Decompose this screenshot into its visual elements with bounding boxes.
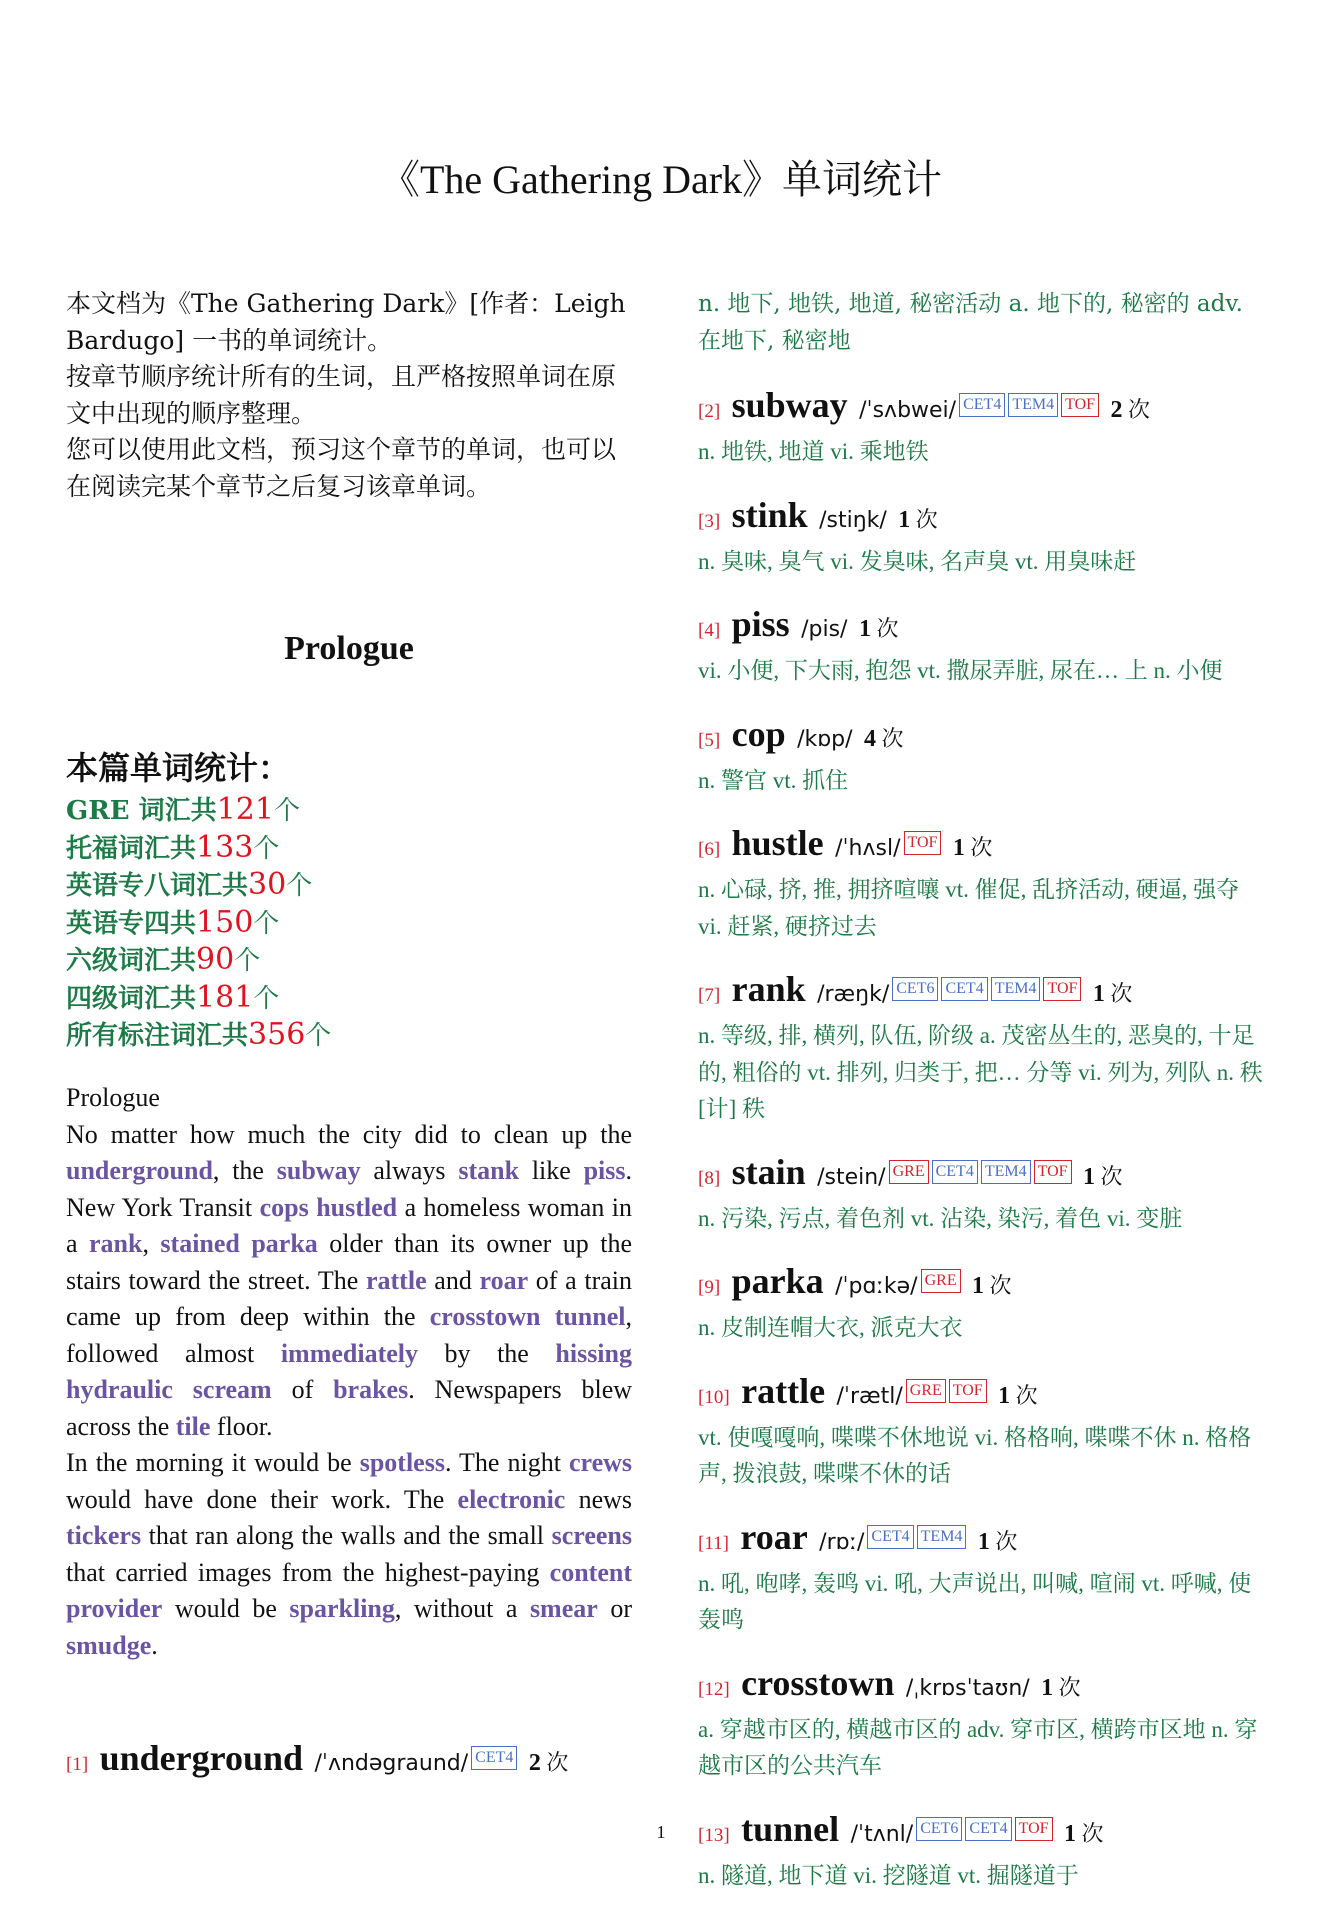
- entry-header: [698, 967, 1268, 1018]
- stat-label: 托福词汇共: [66, 833, 197, 864]
- story-text-run: . Newspapers blew across the: [66, 1375, 633, 1441]
- vocab-word: rattle: [365, 1265, 427, 1295]
- stat-row: [66, 792, 632, 830]
- entry-count: [998, 1383, 1038, 1408]
- exam-tag: TOF: [949, 1379, 987, 1403]
- exam-tag: CET4: [959, 393, 1005, 417]
- entry-pronunciation: /ˈsʌbwei/: [859, 398, 957, 423]
- stat-count: 181: [196, 979, 254, 1015]
- exam-tag: TEM4: [1008, 393, 1058, 417]
- story-text-run: or: [597, 1594, 632, 1623]
- entry-definition: n. 吼, 咆哮, 轰鸣 vi. 吼, 大声说出, 叫喊, 喧闹 vt. 呼喊, 使轰鸣: [698, 1570, 1252, 1632]
- stat-label: 所有标注词汇共: [66, 1021, 249, 1051]
- entry-count: [1083, 1164, 1123, 1189]
- vocab-word: content: [549, 1557, 632, 1587]
- story-text-run: , followed almost: [66, 1302, 632, 1368]
- stat-count: 356: [248, 1017, 306, 1052]
- story-text-run: of: [271, 1375, 334, 1404]
- vocab-entry: [698, 1661, 1268, 1785]
- vocab-word: immediately: [280, 1338, 419, 1368]
- story-text-run: floor.: [210, 1411, 273, 1441]
- entry-word: piss: [731, 604, 790, 644]
- vocab-entry: [698, 1369, 1268, 1493]
- exam-tag: CET4: [941, 977, 987, 1001]
- entry-count-unit: 次: [876, 616, 899, 641]
- story-paragraph-2: [66, 1445, 632, 1664]
- entry-count-unit: 次: [1100, 1163, 1123, 1189]
- vocab-word: crews: [568, 1448, 632, 1477]
- story-text-run: a homeless woman in a: [66, 1192, 632, 1258]
- entry-word: roar: [740, 1516, 808, 1557]
- story-text-run: [240, 1229, 251, 1258]
- entry-count-unit: 次: [1127, 397, 1150, 422]
- story-paragraph-1: [66, 1117, 632, 1446]
- entry-count-number: 1: [1083, 1163, 1095, 1190]
- vocab-word: scream: [192, 1375, 272, 1404]
- entry-count-unit: 次: [1058, 1674, 1081, 1700]
- entry-count-number: 1: [1041, 1674, 1054, 1701]
- vocab-entry: [698, 821, 1268, 945]
- entry-word: parka: [731, 1261, 824, 1301]
- intro-line-2: 按章节顺序统计所有的生词，且严格按照单词在原文中出现的顺序整理。: [66, 362, 617, 428]
- stat-unit: 个: [253, 833, 280, 864]
- exam-tag: CET6: [892, 977, 938, 1001]
- vocab-word: provider: [66, 1594, 163, 1623]
- story-text-run: No matter how much the city did to clean up the: [66, 1119, 632, 1149]
- entry-definition: n. 皮制连帽大衣, 派克大衣: [698, 1315, 963, 1340]
- entry-definition: n. 隧道, 地下道 vi. 挖隧道 vt. 掘隧道于: [698, 1862, 1079, 1888]
- entry-index: [9]: [698, 1277, 721, 1298]
- entry-count-number: 1: [1092, 981, 1105, 1007]
- vocab-word: stained: [160, 1229, 240, 1258]
- entry-list-left: [66, 1736, 666, 1787]
- entry-count-number: 1: [858, 616, 871, 642]
- exam-tag: CET4: [932, 1160, 978, 1184]
- exam-tag: GRE: [921, 1269, 961, 1293]
- exam-tag: CET4: [471, 1746, 517, 1770]
- story-text-run: that ran along the walls and the small: [141, 1521, 552, 1550]
- vocab-word: piss: [583, 1156, 626, 1185]
- stat-row: [66, 905, 632, 943]
- vocab-word: cops: [259, 1192, 309, 1222]
- stat-label: 六级词汇共: [66, 946, 197, 976]
- entry-word: subway: [731, 385, 848, 425]
- vocab-entry: [698, 383, 1268, 471]
- vocab-word: spotless: [359, 1448, 445, 1477]
- entry-index: [3]: [698, 510, 721, 532]
- vocab-word: sparkling: [289, 1594, 395, 1623]
- intro: [66, 286, 632, 505]
- entry-index: [4]: [698, 620, 721, 641]
- entry-count: [1093, 981, 1133, 1006]
- entry-pronunciation: /ˈrætl/: [836, 1383, 903, 1409]
- stat-unit: 个: [253, 908, 280, 939]
- entry-header: [698, 1369, 1268, 1420]
- entry-header: [66, 1736, 666, 1787]
- vocab-word: stank: [458, 1156, 520, 1185]
- stat-row: [66, 980, 632, 1018]
- story-text-run: . The night: [444, 1448, 569, 1477]
- vocab-word: hydraulic: [66, 1375, 173, 1404]
- exam-tag: TOF: [1043, 977, 1081, 1001]
- exam-tag: TEM4: [981, 1160, 1031, 1184]
- vocab-entry: [698, 712, 1268, 800]
- story-text-run: [541, 1302, 555, 1331]
- story-text-run: that carried images from the highest-paying: [66, 1557, 550, 1587]
- entry-count-number: 2: [1110, 397, 1123, 423]
- entry-count-number: 1: [952, 835, 965, 861]
- entry-count-unit: 次: [970, 835, 993, 860]
- exam-tag: TEM4: [917, 1525, 967, 1549]
- entry-count-number: 4: [864, 725, 877, 752]
- story-text-run: by the: [418, 1338, 556, 1368]
- entry-count: [864, 726, 904, 751]
- entry-pronunciation: /kɒp/: [797, 726, 853, 752]
- story-text-run: and: [426, 1265, 480, 1295]
- story-text-run: always: [360, 1156, 459, 1185]
- entry-index: [1]: [66, 1754, 89, 1775]
- entry-pronunciation: /ræŋk/: [817, 982, 890, 1007]
- stat-unit: 个: [286, 871, 313, 901]
- entry-header: [698, 1259, 1268, 1310]
- stat-count: 150: [196, 904, 254, 940]
- entry-count: [1041, 1675, 1081, 1700]
- entry-header: [698, 493, 1268, 544]
- stat-row: [66, 867, 632, 905]
- vocab-word: brakes: [333, 1375, 409, 1404]
- entry-count-number: 1: [977, 1528, 990, 1555]
- entry-pronunciation: /pis/: [801, 617, 848, 642]
- stat-unit: 个: [305, 1021, 332, 1051]
- entry-definition: n. 臭味, 臭气 vi. 发臭味, 名声臭 vt. 用臭味赶: [698, 548, 1137, 574]
- stat-count: 90: [196, 942, 235, 977]
- vocab-entry: [698, 602, 1268, 690]
- word-stats: [66, 748, 632, 1055]
- story-text-run: [173, 1375, 193, 1404]
- exam-tag: TOF: [1034, 1160, 1072, 1184]
- story-text-run: would be: [162, 1594, 290, 1623]
- stat-unit: 个: [273, 796, 300, 826]
- entry-count: [529, 1750, 569, 1775]
- entry-header: [698, 1515, 1268, 1566]
- stat-label: GRE 词汇共: [66, 796, 217, 826]
- entry-word: rank: [731, 969, 806, 1009]
- entry-index: [5]: [698, 729, 721, 751]
- entry-index: [7]: [698, 985, 721, 1006]
- stat-count: 30: [248, 867, 287, 902]
- exam-tag: TEM4: [991, 977, 1041, 1001]
- vocab-word: hustled: [316, 1192, 398, 1222]
- vocab-entry: [698, 493, 1268, 581]
- document-title: 《The Gathering Dark》单词统计: [379, 157, 943, 202]
- entry-definition: vi. 小便, 下大雨, 抱怨 vt. 撒尿弄脏, 尿在… 上 n. 小便: [698, 658, 1223, 683]
- vocab-entry: [698, 1807, 1268, 1895]
- entry-count-number: 1: [898, 506, 911, 533]
- exam-tag: TOF: [1061, 393, 1099, 417]
- entry-pronunciation: /stein/: [817, 1164, 886, 1190]
- entry-header: [698, 821, 1268, 872]
- entry-header: [698, 712, 1268, 763]
- stat-row: [66, 830, 632, 868]
- entry-index: [10]: [698, 1386, 730, 1408]
- entry-pronunciation: /ˈtʌnl/: [850, 1821, 914, 1847]
- entry-pronunciation: /ˈpɑːkə/: [835, 1274, 918, 1299]
- vocab-word: smudge: [66, 1630, 152, 1660]
- entry-definition: a. 穿越市区的, 横越市区的 adv. 穿市区, 横跨市区地 n. 穿越市区的公共汽车: [698, 1716, 1258, 1778]
- entry-definition: vt. 使嘎嘎响, 喋喋不休地说 vi. 格格响, 喋喋不休 n. 格格声, 拨浪鼓, 喋喋不休的话: [698, 1424, 1252, 1486]
- entry-count-unit: 次: [1015, 1382, 1038, 1408]
- stat-count: 121: [216, 792, 274, 827]
- entry-pronunciation: /ˈhʌsl/: [835, 836, 901, 861]
- vocab-word: tunnel: [554, 1302, 626, 1331]
- entry-count: [859, 616, 899, 641]
- entry-count-number: 1: [972, 1273, 985, 1299]
- vocab-word: rank: [89, 1229, 143, 1258]
- exam-tag: GRE: [889, 1160, 929, 1184]
- exam-tag: TOF: [904, 831, 942, 855]
- exam-tag: CET6: [916, 1817, 962, 1841]
- entry-word: stain: [731, 1151, 806, 1192]
- entry-count-number: 1: [1064, 1820, 1077, 1847]
- entry-index: [2]: [698, 401, 721, 422]
- entry-index: [11]: [698, 1532, 729, 1554]
- vocab-word: smear: [529, 1594, 598, 1623]
- entry-word: hustle: [731, 823, 824, 863]
- stat-label: 英语专八词汇共: [66, 871, 249, 901]
- stat-unit: 个: [234, 946, 261, 976]
- entry-definition: n. 地下, 地铁, 地道, 秘密活动 a. 地下的, 秘密的 adv. 在地下, 秘密地: [698, 291, 1243, 354]
- intro-line-3: 您可以使用此文档，预习这个章节的单词，也可以在阅读完某个章节之后复习该章单词。: [66, 435, 617, 501]
- entry-count: [898, 507, 938, 532]
- entry-header: [698, 602, 1268, 653]
- entry-count-number: 1: [998, 1382, 1011, 1409]
- entry-word: underground: [99, 1738, 304, 1778]
- story-text-run: . New York Transit: [66, 1156, 633, 1222]
- entry-count-number: 2: [528, 1750, 541, 1776]
- story-text-run: In the morning it would be: [66, 1448, 360, 1477]
- entry-definition: n. 地铁, 地道 vi. 乘地铁: [698, 439, 929, 464]
- entry-count-unit: 次: [989, 1273, 1012, 1298]
- vocab-word: crosstown: [429, 1302, 541, 1331]
- vocab-word: roar: [479, 1265, 529, 1295]
- stat-label: 英语专四共: [66, 908, 197, 939]
- entry-count: [1110, 397, 1150, 422]
- entry-definition: n. 心碌, 挤, 推, 拥挤喧嚷 vt. 催促, 乱挤活动, 硬逼, 强夺 vi. 赶紧, 硬挤过去: [698, 877, 1240, 939]
- story-text-run: ,: [142, 1229, 161, 1258]
- story-text: [66, 1080, 632, 1664]
- entry-header: [698, 1661, 1268, 1712]
- stat-row: [66, 1017, 632, 1055]
- story-heading: Prologue: [66, 1083, 160, 1112]
- entry-count-unit: 次: [915, 506, 938, 532]
- vocab-entry: [698, 1150, 1268, 1238]
- vocab-entry: [698, 1515, 1268, 1639]
- entry-count-unit: 次: [881, 725, 904, 751]
- chapter-heading: Prologue: [284, 630, 414, 667]
- story-text-run: like: [519, 1156, 584, 1185]
- story-text-run: .: [151, 1630, 158, 1660]
- entry-index: [12]: [698, 1678, 730, 1700]
- entry-definition: n. 警官 vt. 抓住: [698, 767, 849, 793]
- entry-definition: n. 污染, 污点, 着色剂 vt. 沾染, 染污, 着色 vi. 变脏: [698, 1205, 1183, 1231]
- story-text-run: news: [565, 1484, 633, 1514]
- entry-count-unit: 次: [546, 1750, 569, 1775]
- stat-label: 四级词汇共: [66, 983, 197, 1014]
- vocab-entry: [698, 1259, 1268, 1347]
- entry-word: stink: [731, 494, 808, 535]
- entry-index: [6]: [698, 839, 721, 860]
- entry-pronunciation: /ˈʌndəgraund/: [314, 1751, 469, 1776]
- vocab-word: subway: [276, 1156, 361, 1185]
- entry-count: [953, 835, 993, 860]
- vocab-word: parka: [251, 1229, 318, 1258]
- entry-header: [698, 383, 1268, 434]
- stat-unit: 个: [253, 983, 280, 1014]
- entry-header: [698, 1150, 1268, 1201]
- story-text-run: older than its owner up the stairs toward the street. The: [66, 1229, 632, 1295]
- entry-count-unit: 次: [1081, 1820, 1104, 1846]
- entry-pronunciation: /stiŋk/: [819, 507, 887, 533]
- entry-word: cop: [731, 713, 786, 754]
- vocab-entry: [698, 967, 1268, 1128]
- entry-count-unit: 次: [995, 1528, 1018, 1554]
- story-text-run: , the: [212, 1156, 277, 1185]
- story-text-run: of a train came up from deep within the: [66, 1265, 632, 1331]
- exam-tag: CET4: [867, 1525, 913, 1549]
- entry-definition: n. 等级, 排, 横列, 队伍, 阶级 a. 茂密丛生的, 恶臭的, 十足的, 粗俗的 vt. 排列, 归类于, 把… 分等 vi. 列为, 列队 n. 秩 [计] 秩: [698, 1023, 1263, 1121]
- entry-pronunciation: /ˌkrɒsˈtaʊn/: [905, 1675, 1030, 1701]
- vocab-word: electronic: [457, 1484, 566, 1514]
- story-text-run: , without a: [394, 1594, 530, 1623]
- stat-row: [66, 942, 632, 980]
- vocab-word: underground: [66, 1156, 213, 1185]
- entry-index: [8]: [698, 1167, 721, 1189]
- entry-count-unit: 次: [1110, 981, 1133, 1006]
- entry-count: [978, 1529, 1018, 1554]
- entry-pronunciation: /rɒː/: [819, 1529, 865, 1555]
- vocab-word: screens: [551, 1521, 632, 1550]
- stat-count: 133: [196, 829, 254, 865]
- vocab-word: hissing: [555, 1338, 632, 1368]
- entry-index: [13]: [698, 1824, 730, 1846]
- entry-word: rattle: [741, 1370, 826, 1411]
- exam-tag: TOF: [1015, 1817, 1053, 1841]
- entry-list-right: [698, 286, 1268, 1916]
- exam-tag: CET4: [965, 1817, 1011, 1841]
- stats-heading: 本篇单词统计：: [66, 749, 291, 787]
- vocab-word: tile: [175, 1411, 211, 1441]
- entry-word: tunnel: [741, 1808, 840, 1849]
- vocab-word: tickers: [66, 1521, 142, 1550]
- entry-count: [972, 1273, 1012, 1298]
- page-number: 1: [656, 1822, 666, 1842]
- exam-tag: GRE: [906, 1379, 946, 1403]
- intro-line-1: 本文档为《The Gathering Dark》[作者：Leigh Bardugo] 一书的单词统计。: [66, 289, 626, 355]
- entry-word: crosstown: [741, 1662, 895, 1703]
- story-text-run: would have done their work. The: [66, 1484, 458, 1514]
